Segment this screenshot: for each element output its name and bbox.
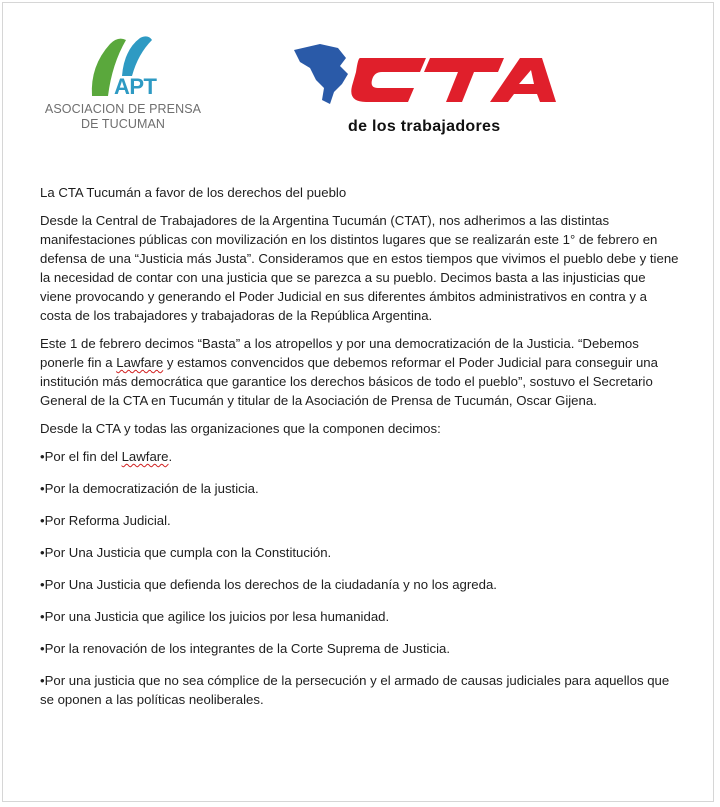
- paragraph-3: Desde la CTA y todas las organizaciones que la componen decimos:: [40, 421, 441, 436]
- list-item: •Por Una Justicia que cumpla con la Constitución.: [40, 545, 332, 560]
- document-body: [40, 183, 680, 722]
- apt-subtitle-line2: DE TUCUMAN: [80, 117, 166, 131]
- list-item: •Por la renovación de los integrantes de la Corte Suprema de Justicia.: [40, 641, 450, 656]
- spellcheck-flagged-word: Lawfare: [116, 355, 164, 370]
- apt-wordmark: APT: [114, 74, 157, 99]
- document-title: La CTA Tucumán a favor de los derechos del pueblo: [40, 185, 347, 200]
- paragraph-2-end: y estamos convencidos que debemos reformar el Poder Judicial para conseguir una institución más democrática que garantice los derechos básicos de todo el pueblo”, sostuvo el Secretario General de la CTA en Tucumán y titular de la Asociación de Prensa de Tucumán, Oscar Gijena.: [40, 355, 658, 408]
- list-item: •Por la democratización de la justicia.: [40, 481, 259, 496]
- list-item: •Por una justicia que no sea cómplice de la persecución y el armado de causas judiciales para aquellos que se oponen a las políticas neoliberales.: [40, 673, 670, 707]
- apt-subtitle-line1: ASOCIACION DE PRENSA: [44, 102, 202, 116]
- paragraph-1: Desde la Central de Trabajadores de la Argentina Tucumán (CTAT), nos adherimos a las distintas manifestaciones públicas con movilización en los distintos lugares que se realizarán este 1° de febrero en defensa de una “Justicia más Justa”. Consideramos que en estos tiempos que vivimos el pueblo debe y tiene la necesidad de contar con una justicia que se parezca a su pueblo. Decimos basta a las injusticias que viene provocando y generando el Poder Judicial en sus diferentes ámbitos administrativos en contra y a costa de los trabajadores y trabajadoras de la República Argentina.: [40, 213, 679, 323]
- list-item-1-end: .: [168, 449, 173, 464]
- list-item: [40, 447, 680, 466]
- paragraph-2-start: Este 1 de febrero decimos “Basta” a los atropellos y por una democratización de la Justicia. “Debemos ponerle fin a: [40, 336, 639, 370]
- cta-emblem-icon: [290, 40, 565, 120]
- spellcheck-flagged-word: Lawfare: [121, 449, 169, 464]
- apt-logo: [44, 30, 214, 140]
- paragraph-2: [40, 334, 680, 410]
- list-item-1-start: •Por el fin del: [40, 449, 122, 464]
- cta-logo: [290, 40, 565, 140]
- apt-subtitle: [44, 102, 202, 132]
- cta-subtitle: de los trabajadores: [348, 118, 501, 135]
- list-item: •Por Una Justicia que defienda los derechos de la ciudadanía y no los agreda.: [40, 577, 497, 592]
- list-item: •Por Reforma Judicial.: [40, 513, 171, 528]
- list-item: •Por una Justicia que agilice los juicios por lesa humanidad.: [40, 609, 390, 624]
